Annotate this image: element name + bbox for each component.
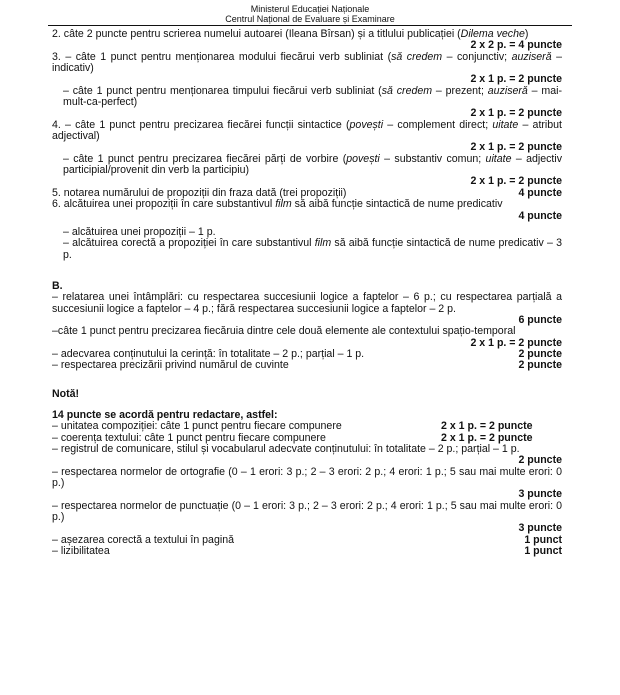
b-item-3-score: 2 puncte	[518, 347, 562, 360]
b-item-4-score: 2 puncte	[518, 359, 562, 372]
b-item-4-text: – respectarea precizării privind numărul de cuvinte	[52, 359, 289, 372]
item-4-function: 4. – câte 1 punct pentru precizarea fiecărei funcții sintactice (povești – complement direct; uitate – atribut adjectival)	[52, 118, 562, 143]
b-item-2-score: 2 x 1 p. = 2 puncte	[470, 336, 562, 349]
note-item-register: – registrul de comunicare, stilul și vocabularul adecvate conținutului: în totalitate – 2 p.; parțial – 1 p.	[52, 443, 520, 455]
grading-scheme	[52, 29, 562, 557]
item-4-function-score: 2 x 1 p. = 2 puncte	[470, 141, 562, 154]
b-item-4	[52, 360, 562, 371]
document-header	[0, 4, 620, 24]
exam-center-name: Centrul Național de Evaluare și Examinare	[225, 14, 395, 24]
note-item-text: – unitatea compoziției: câte 1 punct pentru fiecare compunere	[52, 420, 342, 433]
item-6: 6. alcătuirea unei propoziții în care substantivul film să aibă funcție sintactică de nume predicativ	[52, 198, 503, 211]
note-item-text: – așezarea corectă a textului în pagină	[52, 533, 234, 546]
ministry-name: Ministerul Educației Naționale	[250, 4, 370, 14]
note-item-text: – coerența textului: câte 1 punct pentru fiecare compunere	[52, 431, 326, 444]
b-item-2: –câte 1 punct pentru precizarea fiecăruia dintre cele două elemente ale contextului spațio-temporal	[52, 325, 516, 338]
b-item-1-score: 6 puncte	[518, 313, 562, 326]
item-4-part-of-speech: – câte 1 punct pentru precizarea fiecărei părți de vorbire (povești – substantiv comun; uitate – adjectiv participial/provenit din verb la participiu)	[63, 152, 562, 177]
item-3-tense: – câte 1 punct pentru menționarea timpului fiecărui verb subliniat (să credem – prezent; auziseră – mai-mult-ca-perfect)	[63, 84, 562, 109]
note-item-score: 2 x 1 p. = 2 puncte	[441, 431, 533, 444]
note-item-layout	[52, 535, 562, 546]
note-item-punctuation: – respectarea normelor de punctuație (0 – 1 erori: 3 p.; 2 – 3 erori: 2 p.; 4 erori: 1 p.; 5 sau mai multe erori: 0 p.)	[52, 499, 562, 524]
note-item-score: 2 x 1 p. = 2 puncte	[441, 420, 533, 433]
header-divider	[48, 25, 572, 26]
note-item-register-score: 2 puncte	[518, 454, 562, 467]
b-item-3-text: – adecvarea conținutului la cerință: în totalitate – 2 p.; parțial – 1 p.	[52, 347, 365, 360]
item-4-part-of-speech-score: 2 x 1 p. = 2 puncte	[470, 175, 562, 188]
item-2: 2. câte 2 puncte pentru scrierea numelui autoarei (Ileana Bîrsan) și a titlului publicației (Dilema veche)	[52, 28, 529, 40]
section-b-label: B.	[52, 279, 63, 292]
note-item-score: 1 punct	[524, 545, 562, 558]
item-2-score: 2 x 2 p. = 4 puncte	[470, 39, 562, 52]
item-6-b: – alcătuirea corectă a propoziției în care substantivul film să aibă funcție sintactică de nume predicativ – 3 p.	[63, 237, 562, 261]
note-item-punctuation-score: 3 puncte	[518, 522, 562, 535]
item-3-mode-score: 2 x 1 p. = 2 puncte	[470, 73, 562, 86]
note-item-spelling-score: 3 puncte	[518, 488, 562, 501]
note-item-legibility	[52, 546, 562, 557]
note-heading: 14 puncte se acordă pentru redactare, astfel:	[52, 408, 278, 421]
item-3-tense-score: 2 x 1 p. = 2 puncte	[470, 107, 562, 120]
note-item-score: 1 punct	[524, 533, 562, 546]
note-item-unity	[52, 421, 562, 432]
b-item-1: – relatarea unei întâmplări: cu respectarea succesiunii logice a faptelor – 6 p.; cu respectarea parțială a succesiunii logice a faptelor – 4 p.; fără respectarea succesiunii logice a faptelor – 2 p.	[52, 291, 562, 315]
item-5-text: 5. notarea numărului de propoziții din fraza dată (trei propoziții)	[52, 186, 347, 199]
item-3-mode: 3. – câte 1 punct pentru menționarea modului fiecărui verb subliniat (să credem – conjunctiv; auziseră – indicativ)	[52, 50, 562, 75]
item-5-score: 4 puncte	[518, 186, 562, 199]
note-label: Notă!	[52, 387, 80, 400]
note-item-spelling: – respectarea normelor de ortografie (0 – 1 erori: 3 p.; 2 – 3 erori: 2 p.; 4 erori: 1 p.; 5 sau mai multe erori: 0 p.)	[52, 465, 562, 490]
item-6-score: 4 puncte	[518, 209, 562, 222]
note-item-text: – lizibilitatea	[52, 545, 110, 558]
item-6-a: – alcătuirea unei propoziții – 1 p.	[63, 225, 216, 238]
